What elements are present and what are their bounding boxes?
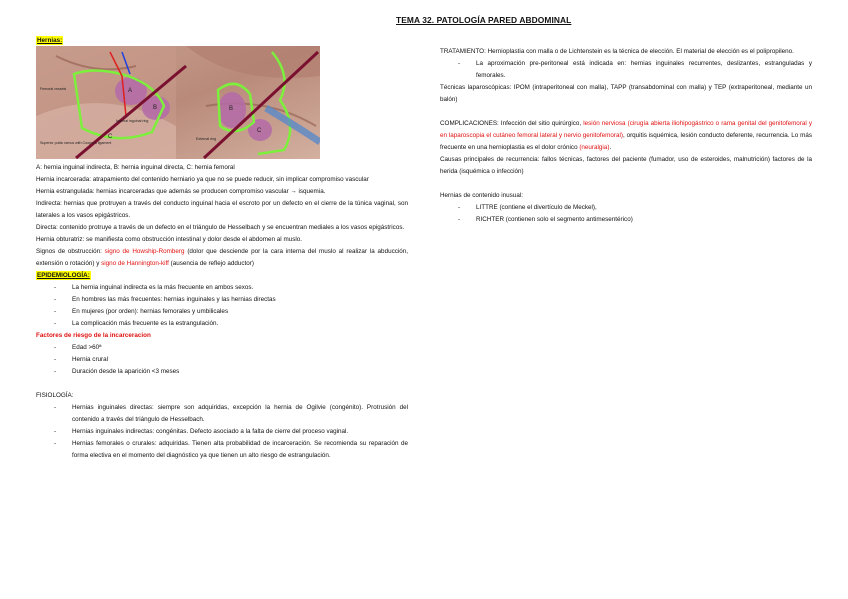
figure-label: C bbox=[257, 128, 262, 134]
list-item: - Hernias femorales o crurales: adquiridas. Tienen alta probabilidad de incarceración. Se recomienda su reparación de forma electiva en el momento del diagnóstico ya que tienen un alto riesgo de estrangulación. bbox=[36, 438, 408, 462]
epidemiologia-list bbox=[36, 282, 408, 330]
def-indirecta: Indirecta: hernias que protruyen a través del conducto inguinal hacia el escroto por un defecto en el cierre de la túnica vaginal, son laterales a los vasos epigástricos. bbox=[36, 200, 408, 219]
page-title: TEMA 32. PATOLOGÍA PARED ABDOMINAL bbox=[396, 15, 572, 25]
factores-list bbox=[36, 342, 408, 378]
lesion-nerviosa: lesión nerviosa (cirugía abierta iliohipogástrico o rama genital del genitofemoral y en laparoscopia el cutáneo femoral lateral y nervio genitofemoral) bbox=[440, 120, 813, 139]
list-item: - En mujeres (por orden): hernias femorales y umbilicales bbox=[36, 306, 408, 318]
epidemiologia-heading: EPIDEMIOLOGÍA: bbox=[37, 272, 90, 279]
list-item: - Duración desde la aparición <3 meses bbox=[36, 366, 408, 378]
list-item: - Edad >60ª bbox=[36, 342, 408, 354]
def-incarcerada: Hernia incarcerada: atrapamiento del contenido herniario ya que no se puede reducir, sin implicar compromiso vascular bbox=[36, 176, 369, 183]
inusual-list bbox=[440, 202, 812, 226]
figure-small-label: Internal inguinal ring bbox=[116, 119, 149, 123]
signo-hannington: signo de Hannington-kiff bbox=[101, 260, 169, 267]
figure-label: C bbox=[108, 134, 113, 140]
anatomy-figure bbox=[36, 46, 320, 159]
figure-label: B bbox=[153, 105, 158, 111]
figure-small-label: External ring bbox=[196, 137, 217, 141]
list-item: - Hernias inguinales indirectas: congénitas. Defecto asociado a la falta de cierre del proceso vaginal. bbox=[36, 426, 408, 438]
figure-label: A bbox=[128, 88, 133, 94]
tratamiento-text: TRATAMIENTO: Hernioplastia con malla o de Lichtenstein es la técnica de elección. El material de elección es el polipropileno. bbox=[440, 48, 794, 55]
figure-small-label: Femoral vessels bbox=[40, 87, 67, 91]
factores-heading: Factores de riesgo de la incarceracion bbox=[36, 332, 151, 339]
figure-caption: A: hernia inguinal indirecta, B: hernia inguinal directa, C: hernia femoral bbox=[36, 164, 235, 171]
neuralgia: (neuralgia) bbox=[579, 144, 610, 151]
causas-text: Causas principales de recurrencia: fallos técnicas, factores del paciente (fumador, uso de esteroides, malnutrición) factores de la herida (isquémica o infección) bbox=[440, 156, 812, 175]
figure-small-label: Superior pubic ramus with Cooper's ligament bbox=[40, 141, 112, 145]
list-item: - LITTRE (contiene el divertículo de Meckel), bbox=[440, 202, 812, 214]
def-signos: Signos de obstrucción: signo de Howship-Romberg (dolor que desciende por la cara interna del muslo al realizar la abducción, extensión o rotación) y signo de Hannington-kiff (ausencia de reflejo adductor) bbox=[36, 248, 409, 267]
list-item: - Hernia crural bbox=[36, 354, 408, 366]
list-item: - La complicación más frecuente es la estrangulación. bbox=[36, 318, 408, 330]
figure-label: B bbox=[229, 106, 234, 112]
list-item: - RICHTER (contienen solo el segmento antimesentérico) bbox=[440, 214, 812, 226]
def-directa: Directa: contenido protruye a través de un defecto en el triángulo de Hesselbach y se encuentran mediales a los vasos epigástricos. bbox=[36, 224, 405, 231]
def-estrangulada: Hernia estrangulada: hernias incarceradas que además se producen compromiso vascular → isquemia. bbox=[36, 188, 326, 195]
right-column bbox=[440, 46, 812, 226]
inusual-heading: Hernias de contenido inusual: bbox=[440, 192, 523, 199]
complicaciones-text: COMPLICACIONES: Infección del sitio quirúrgico, lesión nerviosa (cirugía abierta iliohipogástrico o rama genital del genitofemoral y en laparoscopia el cutáneo femoral lateral y nervio genitofemoral), orquitis isquémica, lesión conducto deferente, recurrencia. Lo más frecuente en una hernioplastia es el dolor crónico (neuralgia). bbox=[440, 120, 813, 151]
left-column bbox=[36, 162, 408, 462]
fisiologia-list bbox=[36, 402, 408, 462]
signo-howship: signo de Howship-Romberg bbox=[104, 248, 185, 255]
list-item: - La aproximación pre-peritoneal está indicada en: hernias inguinales recurrentes, deslizantes, estranguladas y femorales. bbox=[440, 58, 812, 82]
list-item: - Hernias inguinales directas: siempre son adquiridas, excepción la hernia de Ogilvie (congénito). Protrusión del contenido a través del triángulo de Hesselbach. bbox=[36, 402, 408, 426]
list-item: - En hombres las más frecuentes: hernias inguinales y las hernias directas bbox=[36, 294, 408, 306]
hernias-heading: Hernias: bbox=[37, 37, 63, 44]
fisiologia-heading: FISIOLOGÍA: bbox=[36, 392, 74, 399]
laparoscopicas-text: Técnicas laparoscópicas: IPOM (intraperitoneal con malla), TAPP (transabdominal con malla) y TEP (extraperitoneal, mediante un balón) bbox=[440, 84, 812, 103]
def-obturatriz: Hernia obturatriz: se manifiesta como obstrucción intestinal y dolor desde el abdomen al muslo. bbox=[36, 236, 303, 243]
tratamiento-list bbox=[440, 58, 812, 82]
list-item: - La hernia inguinal indirecta es la más frecuente en ambos sexos. bbox=[36, 282, 408, 294]
